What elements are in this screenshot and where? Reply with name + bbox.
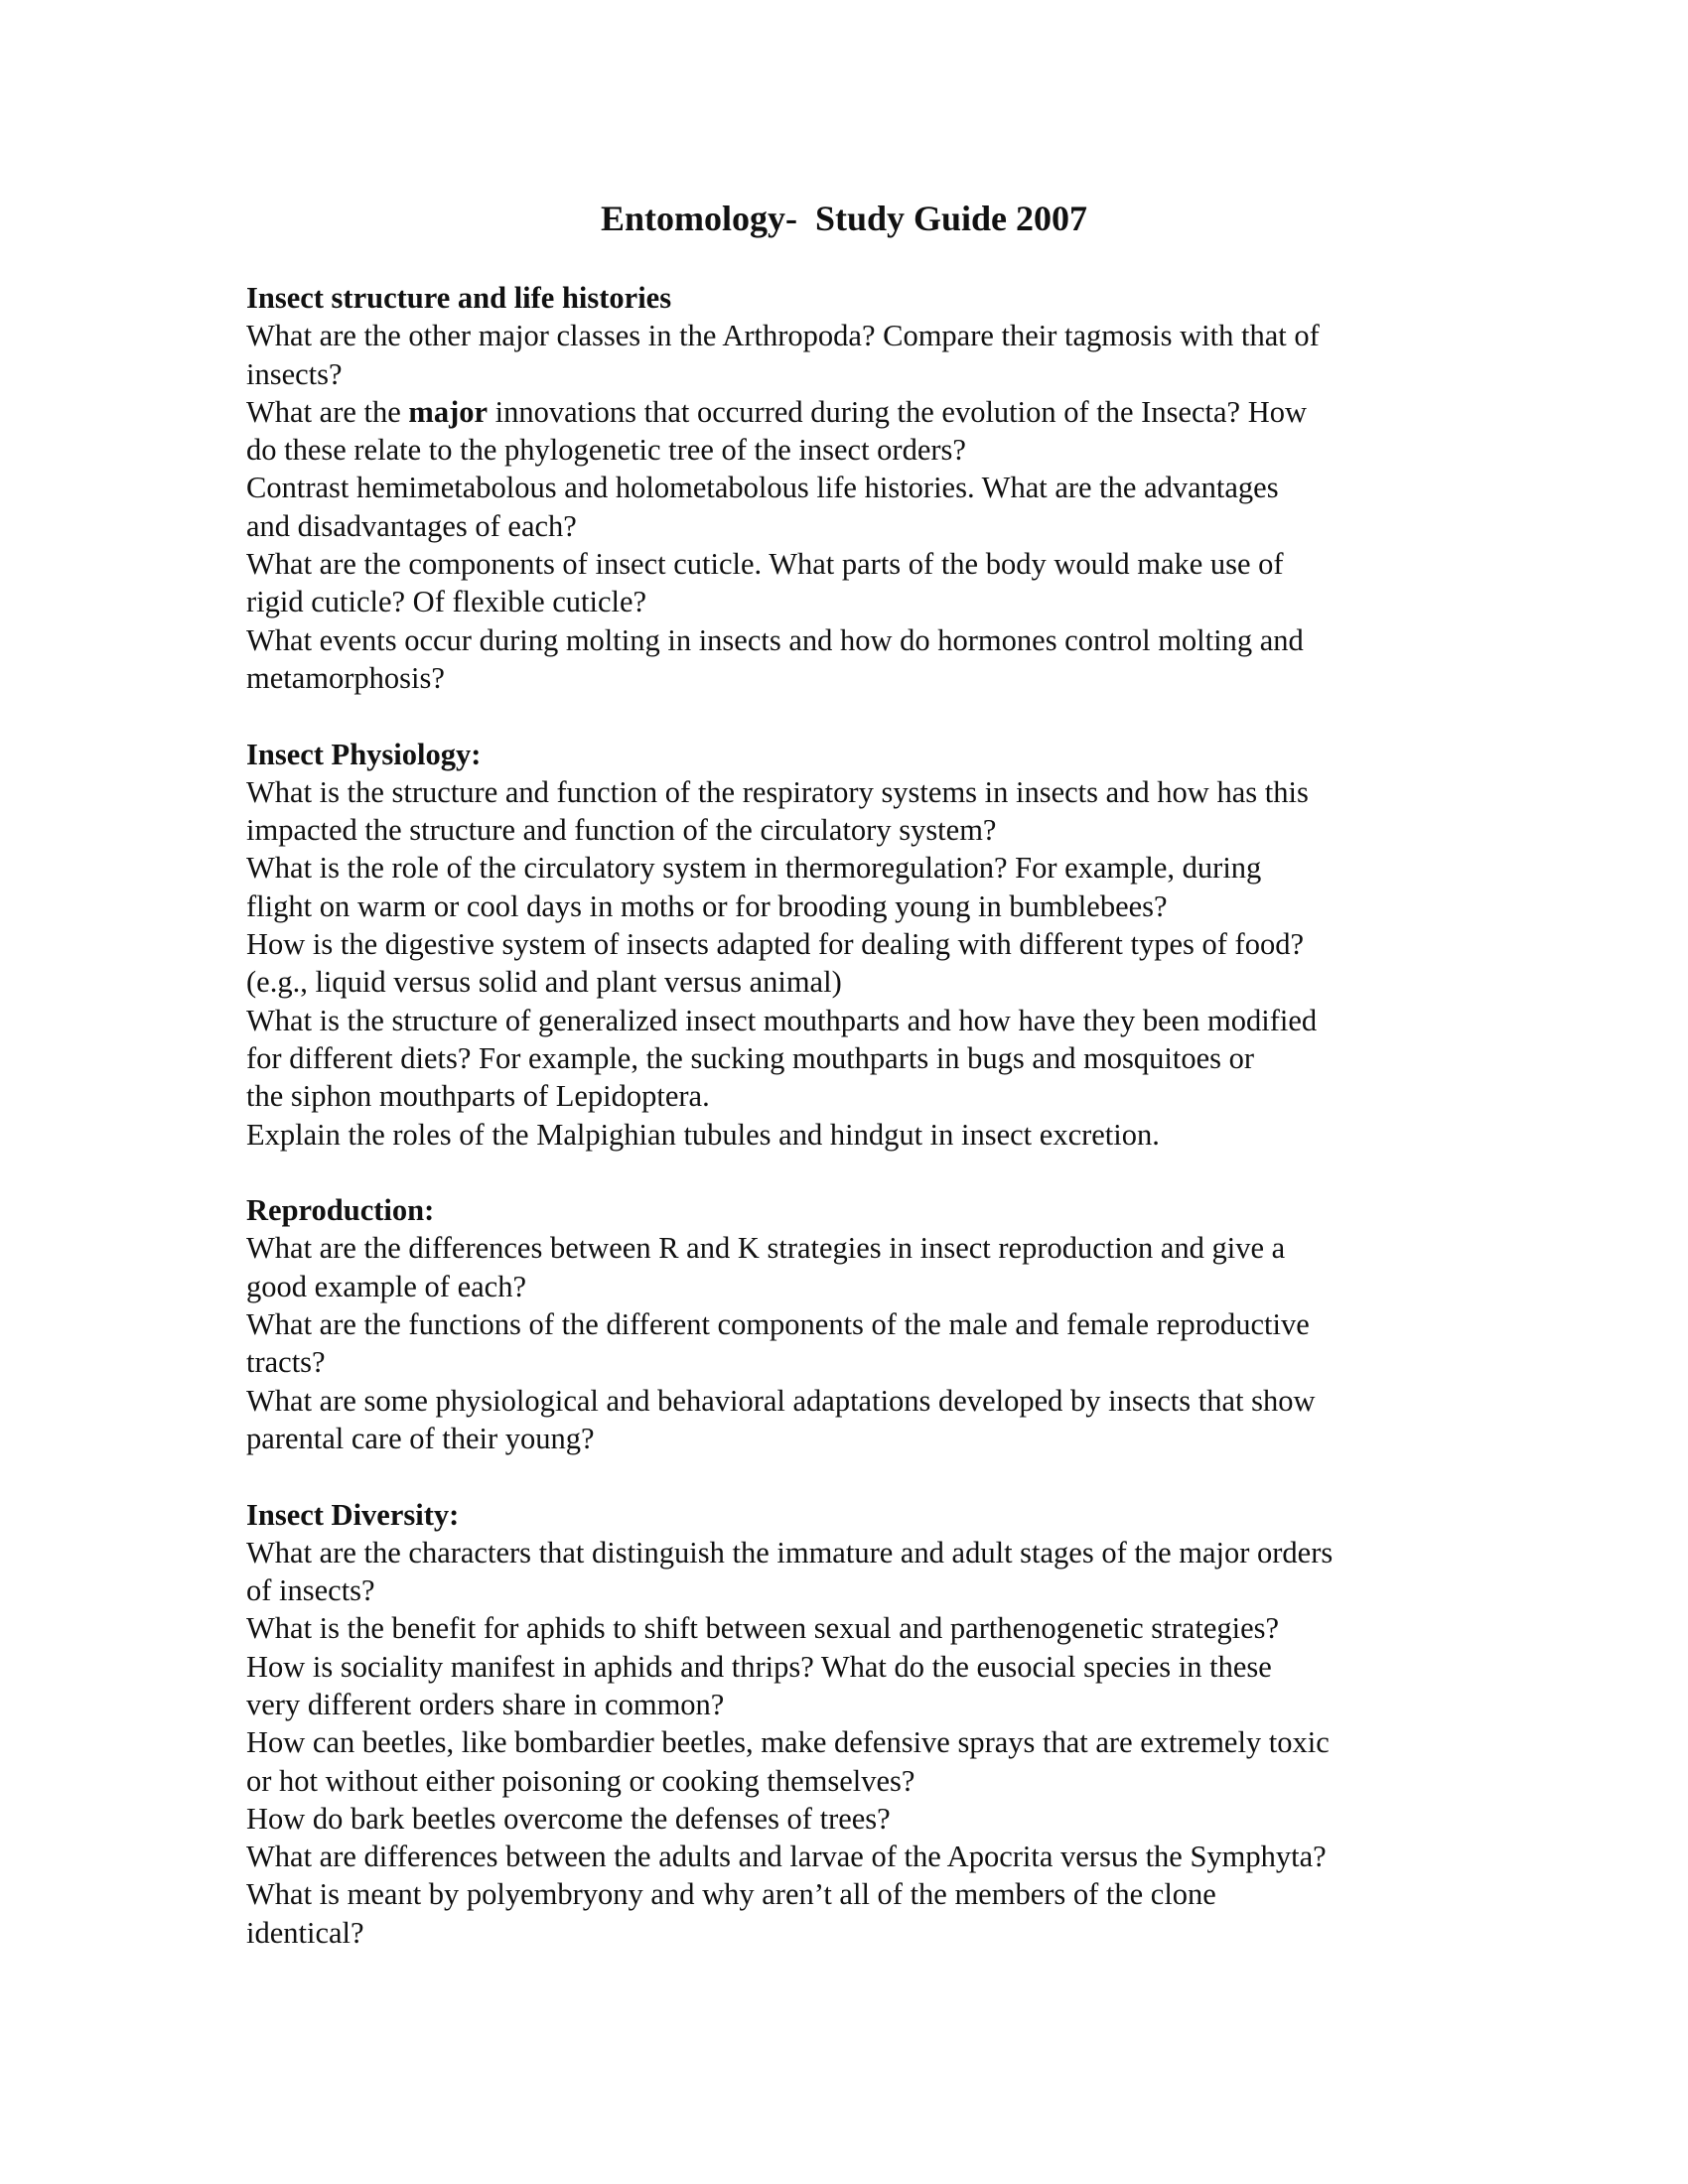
emphasis-text: major: [408, 394, 489, 429]
question: [246, 393, 1470, 470]
question-line: How is sociality manifest in aphids and thrips? What do the eusocial species in these: [246, 1649, 1272, 1684]
question: [246, 1609, 1470, 1647]
question-line: What are the functions of the different components of the male and female reproductive: [246, 1307, 1310, 1342]
question-line: What are some physiological and behavioral adaptations developed by insects that show: [246, 1383, 1316, 1418]
question: [246, 1838, 1470, 1875]
question-line: What is the structure of generalized insect mouthparts and how have they been modified: [246, 1003, 1318, 1037]
question-line: impacted the structure and function of the circulatory system?: [246, 813, 997, 848]
question-line: or hot without either poisoning or cooking themselves?: [246, 1763, 915, 1798]
question-line: the siphon mouthparts of Lepidoptera.: [246, 1079, 710, 1114]
question: [246, 1534, 1470, 1610]
question-line: What events occur during molting in insects and how do hormones control molting and: [246, 622, 1304, 657]
question-line: insects?: [246, 356, 343, 391]
question-line: good example of each?: [246, 1269, 526, 1303]
question: [246, 469, 1470, 545]
question-line: What are the characters that distinguish the immature and adult stages of the major orders: [246, 1535, 1334, 1570]
question: [246, 1800, 1470, 1838]
section-insect-diversity: [246, 1496, 1470, 1953]
question-line: What are differences between the adults and larvae of the Apocrita versus the Symphyta?: [246, 1840, 1327, 1874]
section-insect-structure: [246, 279, 1470, 697]
section-insect-physiology: [246, 736, 1470, 1154]
section-reproduction: [246, 1191, 1470, 1457]
question: [246, 773, 1470, 850]
question: [246, 317, 1470, 393]
question-text: What are the: [246, 394, 409, 429]
question-line: Contrast hemimetabolous and holometabolous life histories. What are the advantages: [246, 471, 1279, 505]
question: [246, 621, 1470, 698]
question-line: for different diets? For example, the sucking mouthparts in bugs and mosquitoes or: [246, 1040, 1255, 1075]
question: [246, 1002, 1470, 1116]
question-line: How is the digestive system of insects adapted for dealing with different types of food?: [246, 927, 1304, 962]
question-line: very different orders share in common?: [246, 1687, 725, 1721]
question-line: metamorphosis?: [246, 660, 445, 695]
question-line: (e.g., liquid versus solid and plant versus animal): [246, 965, 842, 1000]
question: [246, 1875, 1470, 1952]
section-heading: Reproduction:: [246, 1193, 435, 1228]
question-line: do these relate to the phylogenetic tree of the insect orders?: [246, 433, 966, 468]
question-line: What are the other major classes in the Arthropoda? Compare their tagmosis with that of: [246, 319, 1320, 353]
question-text: innovations that occurred during the evolution of the Insecta? How: [488, 394, 1307, 429]
question-line: What is the benefit for aphids to shift between sexual and parthenogenetic strategies?: [246, 1611, 1280, 1646]
question-line: How can beetles, like bombardier beetles, make defensive sprays that are extremely toxic: [246, 1725, 1330, 1760]
section-heading: Insect Diversity:: [246, 1497, 460, 1532]
question-line: What are the differences between R and K strategies in insect reproduction and give a: [246, 1231, 1286, 1266]
question-line: identical?: [246, 1915, 364, 1950]
page-title: Entomology- Study Guide 2007: [600, 199, 1088, 238]
question-line: Explain the roles of the Malpighian tubules and hindgut in insect excretion.: [246, 1117, 1160, 1152]
question-line: What is the role of the circulatory system in thermoregulation? For example, during: [246, 851, 1262, 886]
question-line: What is the structure and function of the respiratory systems in insects and how has this: [246, 774, 1309, 809]
question: [246, 1229, 1470, 1305]
question-line: of insects?: [246, 1573, 375, 1608]
question-line: and disadvantages of each?: [246, 508, 577, 543]
question-line: tracts?: [246, 1345, 326, 1380]
question-line: [246, 393, 1470, 431]
question-line: How do bark beetles overcome the defenses of trees?: [246, 1801, 891, 1836]
section-heading: Insect Physiology:: [246, 737, 482, 771]
question-line: parental care of their young?: [246, 1421, 595, 1455]
question-line: What are the components of insect cuticle. What parts of the body would make use of: [246, 547, 1284, 582]
question-line: rigid cuticle? Of flexible cuticle?: [246, 585, 647, 619]
question-line: flight on warm or cool days in moths or for brooding young in bumblebees?: [246, 888, 1168, 923]
study-guide-body: [246, 279, 1470, 1952]
question: [246, 849, 1470, 925]
question: [246, 925, 1470, 1002]
section-heading: Insect structure and life histories: [246, 281, 672, 315]
question: [246, 545, 1470, 621]
question: [246, 1723, 1470, 1800]
question: [246, 1648, 1470, 1724]
question: [246, 1382, 1470, 1458]
question: [246, 1305, 1470, 1382]
question-line: What is meant by polyembryony and why aren’t all of the members of the clone: [246, 1877, 1216, 1912]
question: [246, 1116, 1470, 1154]
